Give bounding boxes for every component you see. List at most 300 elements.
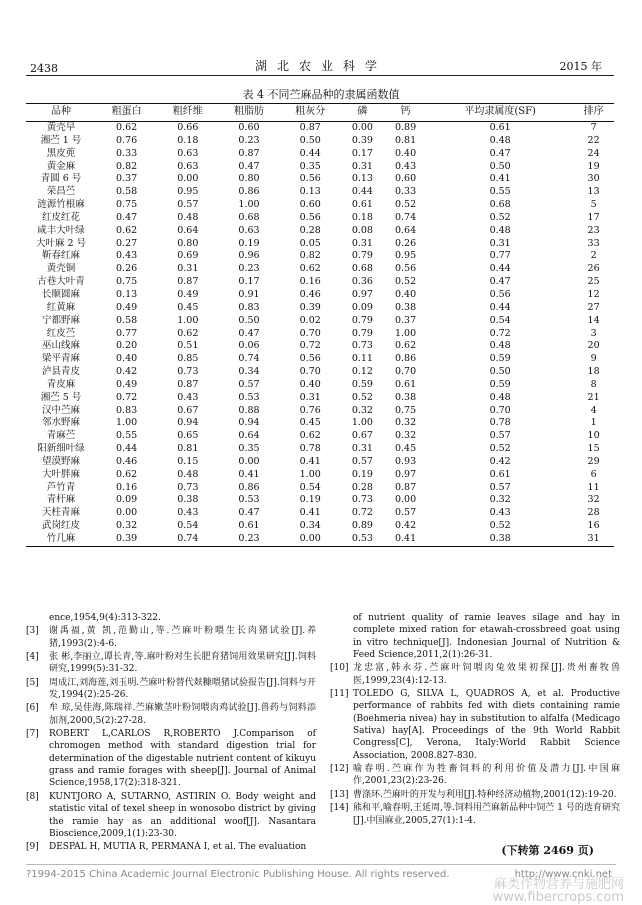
column-header: 品种	[26, 104, 96, 122]
value-cell: 16	[587, 520, 600, 532]
value-cell: 0.38	[394, 391, 417, 403]
value-cell: 0.26	[116, 263, 138, 275]
reference-item	[330, 789, 620, 801]
value-cell: 0.35	[299, 160, 321, 172]
variety-name-cell: 巫山线麻	[41, 340, 80, 352]
reference-text: 张 彬,李丽立,谭长青,等.麻叶粉对生长肥育猪饲用效果研究[J].饲料研究,1999(5):31-32.	[49, 652, 316, 675]
value-cell: 0.83	[238, 301, 260, 313]
references-right-column	[330, 612, 620, 828]
value-cell: 23	[587, 224, 600, 236]
table-header-row	[26, 104, 614, 122]
table-row	[26, 456, 614, 469]
header-rule	[26, 75, 614, 76]
table-row	[26, 263, 614, 276]
value-cell: 0.62	[299, 430, 321, 442]
value-cell: 22	[587, 134, 600, 146]
value-cell: 19	[587, 160, 600, 172]
value-cell: 0.47	[238, 507, 260, 519]
value-cell: 0.61	[351, 199, 373, 211]
value-cell: 0.20	[116, 340, 138, 352]
column-header: 粗灰分	[280, 104, 341, 122]
table-row	[26, 353, 614, 366]
value-cell: 0.56	[489, 288, 511, 300]
value-cell: 0.95	[177, 186, 199, 198]
value-cell: 0.19	[351, 468, 373, 480]
reference-item	[330, 612, 620, 661]
value-cell: 0.16	[116, 481, 138, 493]
variety-name-cell: 红皮红花	[41, 211, 80, 223]
value-cell: 0.49	[177, 288, 199, 300]
value-cell: 0.42	[489, 455, 511, 467]
value-cell: 0.16	[299, 276, 321, 288]
value-cell: 0.00	[280, 533, 341, 546]
cnki-link[interactable]: http://www.cnki.net	[514, 869, 612, 880]
reference-number: [7]	[26, 729, 39, 740]
table-row	[26, 417, 614, 430]
value-cell: 0.28	[351, 481, 373, 493]
value-cell: 0.97	[394, 468, 417, 480]
table-row	[26, 238, 614, 251]
value-cell: 0.13	[351, 173, 373, 185]
reference-text: 周成江,刘海莲,刘玉明.苎麻叶粉替代麸糠喂猪试验报告[J].饲料与开发,1994(2):25-26.	[49, 677, 316, 701]
value-cell: 0.62	[299, 263, 321, 275]
variety-name-cell: 靳春红麻	[41, 250, 80, 262]
value-cell: 0.86	[238, 481, 260, 493]
value-cell: 30	[587, 173, 600, 185]
value-cell: 0.75	[394, 404, 417, 416]
column-header: 钙	[384, 104, 427, 122]
value-cell: 0.75	[116, 276, 138, 288]
value-cell: 0.73	[351, 494, 373, 506]
value-cell: 0.48	[177, 468, 199, 480]
column-header: 磷	[341, 104, 384, 122]
value-cell: 0.38	[394, 301, 417, 313]
value-cell: 0.50	[489, 366, 511, 378]
value-cell: 0.12	[351, 366, 373, 378]
value-cell: 0.39	[96, 533, 157, 546]
value-cell: 0.61	[489, 468, 511, 480]
reference-number: [13]	[330, 789, 349, 800]
value-cell: 11	[587, 481, 600, 493]
value-cell: 0.00	[177, 173, 199, 185]
value-cell: 0.65	[177, 430, 199, 442]
value-cell: 13	[587, 186, 600, 198]
value-cell: 0.82	[116, 160, 138, 172]
value-cell: 0.70	[489, 404, 511, 416]
table-row	[26, 122, 614, 135]
watermark-title: 麻类作物营养与施肥网	[493, 877, 624, 892]
value-cell: 0.23	[238, 134, 260, 146]
value-cell: 0.11	[351, 353, 373, 365]
value-cell: 0.44	[299, 147, 321, 159]
value-cell: 0.47	[238, 160, 260, 172]
value-cell: 0.77	[489, 250, 511, 262]
value-cell: 0.74	[238, 353, 260, 365]
watermark-url: www.fibercrops.com	[492, 890, 624, 905]
value-cell: 0.37	[116, 173, 138, 185]
value-cell: 0.41	[384, 533, 427, 546]
variety-name-cell: 黄壳早	[46, 122, 76, 133]
value-cell: 0.86	[238, 186, 260, 198]
table-row	[26, 225, 614, 238]
watermark	[493, 878, 624, 904]
value-cell: 0.80	[177, 237, 199, 249]
value-cell: 0.31	[351, 160, 373, 172]
value-cell: 0.48	[489, 134, 511, 146]
variety-name-cell: 长顺圆麻	[41, 288, 80, 300]
value-cell: 0.96	[238, 250, 260, 262]
value-cell: 0.53	[238, 391, 260, 403]
value-cell: 0.94	[238, 417, 260, 429]
table-row	[26, 328, 614, 341]
value-cell: 0.57	[238, 378, 260, 390]
value-cell: 1.00	[394, 327, 417, 339]
value-cell: 0.33	[116, 147, 138, 159]
value-cell: 0.46	[116, 455, 138, 467]
value-cell: 0.15	[177, 455, 199, 467]
value-cell: 15	[587, 443, 600, 455]
value-cell: 0.72	[489, 327, 511, 339]
value-cell: 4	[590, 404, 597, 416]
reference-number: [8]	[26, 791, 39, 802]
reference-number: [9]	[26, 842, 39, 853]
value-cell: 0.68	[238, 211, 260, 223]
value-cell: 0.83	[116, 404, 138, 416]
value-cell: 1.00	[351, 417, 373, 429]
value-cell: 0.38	[177, 494, 199, 506]
value-cell: 0.50	[489, 160, 511, 172]
value-cell: 32	[587, 494, 600, 506]
value-cell: 0.64	[238, 430, 260, 442]
value-cell: 0.02	[299, 314, 321, 326]
value-cell: 0.40	[394, 147, 417, 159]
value-cell: 0.57	[489, 481, 511, 493]
reference-item	[26, 625, 316, 650]
value-cell: 7	[590, 122, 597, 133]
table-row	[26, 173, 614, 186]
value-cell: 0.64	[177, 224, 199, 236]
value-cell: 29	[587, 455, 600, 467]
reference-item	[330, 688, 620, 762]
value-cell: 0.49	[116, 378, 138, 390]
value-cell: 0.44	[489, 263, 511, 275]
value-cell: 0.23	[218, 533, 279, 546]
value-cell: 26	[587, 263, 600, 275]
reference-number: [12]	[330, 764, 349, 775]
variety-name-cell: 青圆 6 号	[40, 173, 82, 185]
value-cell: 0.97	[351, 288, 373, 300]
value-cell: 0.87	[394, 481, 417, 493]
value-cell: 0.32	[394, 417, 417, 429]
value-cell: 0.63	[177, 160, 199, 172]
value-cell: 3	[590, 327, 597, 339]
value-cell: 0.34	[238, 366, 260, 378]
table-row	[26, 276, 614, 289]
reference-text: 龙忠富,韩永芬.苎麻叶饲喂肉兔效果初探[J].贵州畜牧兽医,1999,23(4):12-13.	[353, 663, 620, 686]
value-cell: 0.32	[394, 430, 417, 442]
value-cell: 0.45	[177, 301, 199, 313]
table-row	[26, 302, 614, 315]
reference-number: [4]	[26, 652, 39, 663]
value-cell: 17	[587, 211, 600, 223]
reference-number: [10]	[330, 663, 349, 674]
value-cell: 0.87	[299, 122, 321, 133]
value-cell: 0.73	[351, 340, 373, 352]
value-cell: 1	[590, 417, 597, 429]
value-cell: 0.05	[299, 237, 321, 249]
value-cell: 0.53	[341, 533, 384, 546]
value-cell: 0.44	[116, 443, 138, 455]
value-cell: 0.47	[116, 211, 138, 223]
value-cell: 0.31	[177, 263, 199, 275]
value-cell: 0.44	[351, 186, 373, 198]
reference-number: [14]	[330, 803, 349, 814]
value-cell: 0.63	[238, 224, 260, 236]
table-row	[26, 533, 614, 546]
value-cell: 0.37	[394, 314, 417, 326]
value-cell: 27	[587, 301, 600, 313]
value-cell: 0.51	[177, 340, 199, 352]
value-cell: 0.58	[116, 186, 138, 198]
reference-item	[26, 841, 316, 853]
value-cell: 18	[587, 366, 600, 378]
variety-name-cell: 湘苎 1 号	[40, 134, 82, 146]
table-row	[26, 507, 614, 520]
reference-item	[26, 651, 316, 676]
reference-number: [5]	[26, 677, 39, 688]
reference-text: KUNTJORO A, SUTARNO, ASTIRIN O. Body weight and statistic vital of texel sheep in wonosobo district by giving the ramie hay as an additional woof[J]. Nasantara Bioscience,2009,1(1):23-30.	[49, 791, 316, 839]
value-cell: 31	[573, 533, 614, 546]
reference-item	[26, 791, 316, 840]
value-cell: 0.18	[177, 134, 199, 146]
variety-name-cell: 汉中苎麻	[41, 404, 80, 416]
value-cell: 6	[590, 468, 597, 480]
reference-item	[330, 802, 620, 827]
membership-function-table	[26, 103, 614, 547]
variety-name-cell: 泸县青皮	[41, 366, 80, 378]
value-cell: 0.70	[394, 366, 417, 378]
reference-item	[26, 677, 316, 702]
value-cell: 0.63	[177, 147, 199, 159]
table-row	[26, 148, 614, 161]
value-cell: 0.00	[238, 455, 260, 467]
value-cell: 0.45	[394, 443, 417, 455]
table-row	[26, 379, 614, 392]
value-cell: 0.54	[299, 481, 321, 493]
value-cell: 0.31	[489, 237, 511, 249]
value-cell: 0.76	[116, 134, 138, 146]
references-left-column	[26, 612, 316, 855]
value-cell: 0.87	[238, 147, 260, 159]
value-cell: 20	[587, 340, 600, 352]
value-cell: 0.60	[394, 173, 417, 185]
reference-item	[26, 728, 316, 790]
table-row	[26, 289, 614, 302]
value-cell: 0.78	[489, 417, 511, 429]
value-cell: 0.86	[394, 353, 417, 365]
value-cell: 0.85	[177, 353, 199, 365]
value-cell: 0.72	[351, 507, 373, 519]
value-cell: 0.54	[177, 520, 199, 532]
value-cell: 0.06	[238, 340, 260, 352]
value-cell: 0.41	[238, 468, 260, 480]
value-cell: 0.31	[351, 237, 373, 249]
value-cell: 0.87	[177, 378, 199, 390]
value-cell: 0.89	[394, 122, 417, 133]
table-row	[26, 443, 614, 456]
variety-name-cell: 青杆麻	[46, 494, 76, 506]
value-cell: 0.49	[116, 301, 138, 313]
value-cell: 0.50	[299, 134, 321, 146]
reference-text: DESPAL H, MUTIA R, PERMANA I, et al. The evaluation	[49, 842, 307, 853]
value-cell: 0.48	[489, 340, 511, 352]
value-cell: 0.59	[489, 378, 511, 390]
variety-name-cell: 望漠野麻	[41, 455, 80, 467]
value-cell: 0.94	[177, 417, 199, 429]
value-cell: 0.72	[299, 340, 321, 352]
value-cell: 0.52	[489, 211, 511, 223]
table-row	[26, 405, 614, 418]
value-cell: 0.62	[394, 340, 417, 352]
value-cell: 0.52	[351, 391, 373, 403]
reference-text: TOLEDO G, SILVA L, QUADROS A, et al. Productive performance of rabbits fed with diets containing ramie (Boehmeria nivea) hay in substitution to alfalfa (Medicago Sativa) hay[A]. Proceedings of the 9th World Rabbit Congress[C], Verona, Italy:World Rabbit Science Association, 2008.827-830.	[353, 689, 620, 761]
column-header: 粗纤维	[157, 104, 218, 122]
reference-item	[330, 763, 620, 788]
variety-name-cell: 红黄麻	[46, 301, 76, 313]
value-cell: 0.47	[489, 276, 511, 288]
value-cell: 21	[587, 391, 600, 403]
value-cell: 1.00	[299, 468, 321, 480]
value-cell: 0.52	[489, 520, 511, 532]
value-cell: 0.53	[238, 494, 260, 506]
variety-name-cell: 黄壳铜	[46, 263, 76, 275]
variety-name-cell: 荣昌苎	[46, 186, 76, 198]
value-cell: 0.82	[299, 250, 321, 262]
variety-name-cell: 天柱青麻	[41, 507, 80, 519]
value-cell: 0.41	[299, 455, 321, 467]
value-cell: 0.09	[116, 494, 138, 506]
value-cell: 0.43	[177, 391, 199, 403]
table-row	[26, 469, 614, 482]
value-cell: 0.81	[177, 443, 199, 455]
value-cell: 0.32	[489, 494, 511, 506]
value-cell: 0.61	[394, 378, 417, 390]
value-cell: 0.57	[177, 199, 199, 211]
value-cell: 0.93	[394, 455, 417, 467]
value-cell: 0.57	[489, 430, 511, 442]
value-cell: 0.62	[116, 122, 138, 133]
value-cell: 0.41	[299, 507, 321, 519]
variety-name-cell: 大叶麻 2 号	[35, 237, 87, 249]
reference-text: 曹涤环.苎麻叶的开发与利用[J].特种经济动植物,2001(12):19-20.	[353, 789, 617, 800]
value-cell: 0.75	[116, 199, 138, 211]
value-cell: 0.62	[177, 327, 199, 339]
value-cell: 0.70	[299, 366, 321, 378]
value-cell: 0.78	[299, 443, 321, 455]
table-row	[26, 199, 614, 212]
continued-note: (下转第 2469 页)	[501, 844, 594, 857]
reference-number: [11]	[330, 689, 349, 700]
variety-name-cell: 湘苎 5 号	[40, 391, 82, 403]
column-header: 平均隶属度(SF)	[427, 104, 573, 122]
value-cell: 0.48	[489, 391, 511, 403]
value-cell: 0.64	[394, 224, 417, 236]
value-cell: 0.59	[489, 353, 511, 365]
value-cell: 0.56	[299, 353, 321, 365]
value-cell: 0.43	[489, 507, 511, 519]
value-cell: 2	[590, 250, 597, 262]
reference-text: 喻春明.苎麻作为牲畜饲料的利用价值及潜力[J].中国麻作,2001,23(2):23-26.	[353, 764, 620, 787]
table-row	[26, 161, 614, 174]
value-cell: 0.23	[238, 263, 260, 275]
table-row	[26, 186, 614, 199]
value-cell: 0.81	[394, 134, 417, 146]
value-cell: 0.95	[394, 250, 417, 262]
value-cell: 0.41	[489, 173, 511, 185]
value-cell: 10	[587, 430, 600, 442]
value-cell: 0.48	[489, 224, 511, 236]
value-cell: 0.77	[116, 327, 138, 339]
value-cell: 0.43	[177, 507, 199, 519]
table-row	[26, 250, 614, 263]
table-row	[26, 315, 614, 328]
value-cell: 0.32	[351, 404, 373, 416]
value-cell: 0.33	[394, 186, 417, 198]
table-body	[26, 122, 614, 547]
value-cell: 0.36	[351, 276, 373, 288]
table-row	[26, 340, 614, 353]
value-cell: 0.80	[238, 173, 260, 185]
value-cell: 0.34	[299, 520, 321, 532]
value-cell: 0.56	[299, 173, 321, 185]
value-cell: 9	[590, 353, 597, 365]
value-cell: 0.00	[394, 494, 417, 506]
value-cell: 8	[590, 378, 597, 390]
value-cell: 0.68	[489, 199, 511, 211]
value-cell: 0.58	[116, 314, 138, 326]
variety-name-cell: 邻水野麻	[41, 417, 80, 429]
journal-year: 2015 年	[559, 60, 602, 73]
variety-name-cell: 涟源竹根麻	[37, 199, 85, 211]
value-cell: 33	[587, 237, 600, 249]
table-row	[26, 482, 614, 495]
variety-name-cell: 青麻苎	[46, 430, 76, 442]
value-cell: 0.52	[489, 443, 511, 455]
variety-name-cell: 黄金麻	[46, 160, 76, 172]
value-cell: 0.73	[177, 366, 199, 378]
reference-item	[330, 662, 620, 687]
value-cell: 0.88	[238, 404, 260, 416]
variety-name-cell: 宁都野麻	[41, 314, 80, 326]
reference-text: 牟 琼,吴佳海,陈瑞祥.苎麻嫩茎叶粉饲喂肉鸡试验[J].兽药与饲料添加剂,2000,5(2):27-28.	[49, 703, 316, 726]
reference-item	[26, 702, 316, 727]
reference-text: of nutrient quality of ramie leaves silage and hay in complete mixed ration for etawah-crossbreed goat using in vitro technique[J]. Indonesian Journal of Nutrition & Feed Science,2011,2(1):26-31.	[353, 613, 620, 661]
value-cell: 0.57	[394, 507, 417, 519]
value-cell: 0.79	[351, 314, 373, 326]
value-cell: 0.69	[177, 250, 199, 262]
value-cell: 0.43	[116, 250, 138, 262]
value-cell: 0.56	[299, 211, 321, 223]
value-cell: 0.26	[394, 237, 417, 249]
value-cell: 24	[587, 147, 600, 159]
value-cell: 0.89	[351, 520, 373, 532]
variety-name-cell: 阳新细叶绿	[37, 443, 85, 455]
value-cell: 0.44	[489, 301, 511, 313]
footer-rule	[26, 864, 616, 865]
value-cell: 0.76	[299, 404, 321, 416]
value-cell: 14	[587, 314, 600, 326]
value-cell: 0.87	[177, 276, 199, 288]
